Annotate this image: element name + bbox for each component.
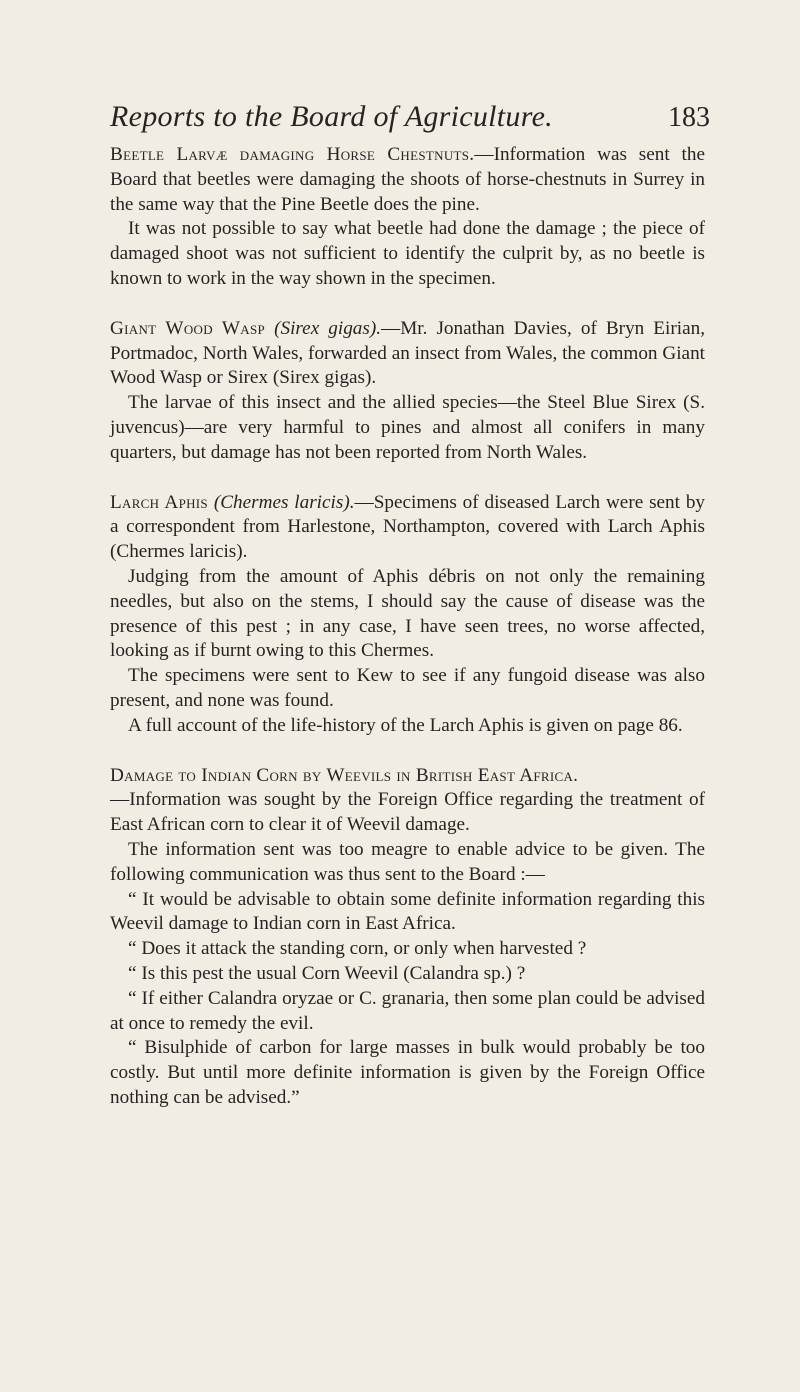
section-heading: Beetle Larvæ damaging Horse Chestnuts.: [110, 144, 475, 165]
section-lead-paragraph: [110, 317, 705, 391]
section-paragraph: The information sent was too meagre to enable advice to be given. The following communication was thus sent to the Board :—: [110, 838, 705, 885]
section-lead-paragraph: [110, 143, 705, 217]
section-lead-text: —Mr. Jonathan Davies, of Bryn Eirian, Portmadoc, North Wales, forwarded an insect from Wales, the common Giant Wood Wasp or Sirex (Sirex gigas).: [110, 317, 705, 389]
section-heading-species: (Chermes laricis).: [213, 491, 355, 513]
section-paragraph: It was not possible to say what beetle had done the damage ; the piece of damaged shoot was not sufficient to identify the culprit by, as no beetle is known to work in the way shown in the specimen.: [110, 218, 705, 289]
section-indian-corn-weevils: [110, 764, 705, 1111]
section-heading: Larch Aphis: [110, 491, 208, 513]
section-heading-paragraph: [110, 764, 705, 789]
section-paragraph: “ Bisulphide of carbon for large masses in bulk would probably be too costly. But until more definite information is given by the Foreign Office nothing can be advised.”: [110, 1037, 705, 1108]
section-beetle-larvae: [110, 143, 705, 292]
section-paragraph: The specimens were sent to Kew to see if any fungoid disease was also present, and none was found.: [110, 665, 705, 711]
section-lead-paragraph: [110, 491, 705, 565]
page-header: [110, 100, 710, 134]
section-larch-aphis: [110, 491, 705, 739]
section-paragraph: A full account of the life-history of the Larch Aphis is given on page 86.: [128, 714, 683, 736]
section-heading: Giant Wood Wasp: [110, 317, 266, 339]
section-heading-species: (Sirex gigas).: [274, 317, 382, 339]
page-number: 183: [668, 102, 710, 133]
section-paragraph: “ If either Calandra oryzae or C. granaria, then some plan could be advised at once to remedy the evil.: [110, 987, 705, 1034]
section-lead-text: —Specimens of diseased Larch were sent by a correspondent from Harlestone, Northampton, covered with Larch Aphis (Chermes laricis).: [110, 491, 706, 563]
page-body: [110, 143, 705, 1136]
section-heading: Damage to Indian Corn by Weevils in British East Africa.: [110, 764, 579, 786]
section-paragraph: “ Is this pest the usual Corn Weevil (Calandra sp.) ?: [128, 962, 526, 984]
section-paragraph: “ It would be advisable to obtain some definite information regarding this Weevil damage to Indian corn in East Africa.: [110, 888, 705, 935]
running-title: Reports to the Board of Agriculture.: [110, 100, 553, 133]
section-paragraph: Judging from the amount of Aphis débris on not only the remaining needles, but also on the stems, I should say the cause of disease was the presence of this pest ; in any case, I have seen trees, no worse affected, looking as if burnt owing to this Chermes.: [110, 565, 705, 662]
section-paragraph: “ Does it attack the standing corn, or only when harvested ?: [128, 938, 587, 960]
section-giant-wood-wasp: [110, 317, 705, 466]
section-paragraph: The larvae of this insect and the allied species—the Steel Blue Sirex (S. juvencus)—are very harmful to pines and almost all conifers in many quarters, but damage has not been reported from North Wales.: [110, 392, 705, 463]
section-lead-text: —Information was sought by the Foreign Office regarding the treatment of East African corn to clear it of Weevil damage.: [110, 789, 705, 836]
section-lead-text: —Information was sent the Board that beetles were damaging the shoots of horse-chestnuts in Surrey in the same way that the Pine Beetle does the pine.: [110, 144, 705, 215]
